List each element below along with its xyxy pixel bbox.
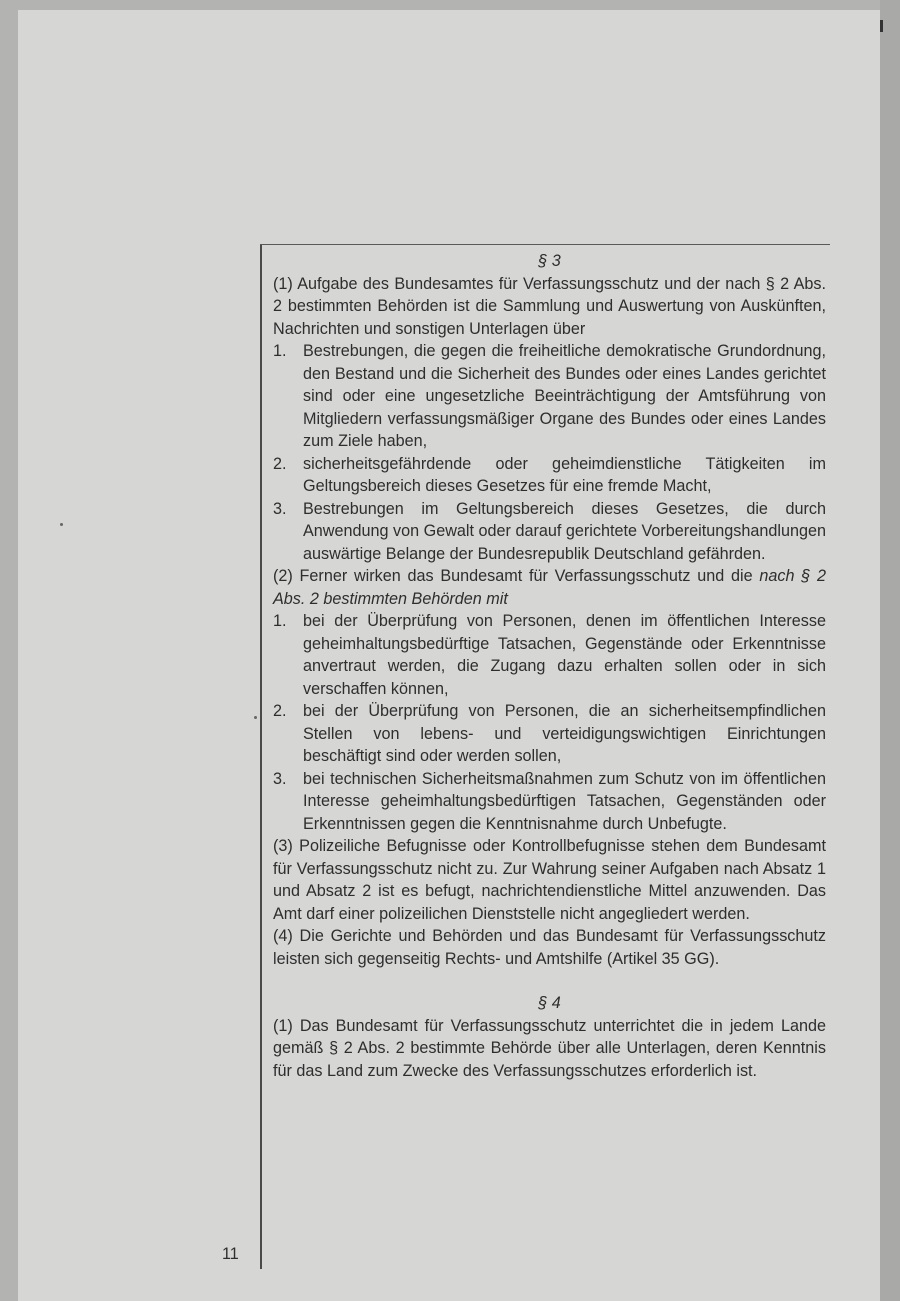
section-heading: § 4 — [538, 994, 561, 1012]
margin-rule — [260, 244, 262, 1269]
list-item — [273, 610, 826, 700]
list-paragraph-2 — [273, 610, 826, 835]
list-item — [273, 453, 826, 498]
item-number: 3. — [273, 499, 287, 518]
section-heading: § 3 — [538, 252, 561, 270]
list-item — [273, 700, 826, 768]
item-number: 1. — [273, 612, 287, 630]
item-number: 1. — [273, 342, 287, 360]
paragraph-4: (4) Die Gerichte und Behörden und das Bundesamt für Verfassungsschutz leisten sich gegenseitig Rechts- und Amtshilfe (Artikel 35 GG). — [273, 927, 826, 968]
page-number: 11 — [222, 1245, 239, 1263]
paragraph-2-tail: nach § 2 Abs. 2 bestimmten Behörden mit — [273, 567, 827, 608]
paragraph-1: (1) Das Bundesamt für Verfassungsschutz unterrichtet die in jedem Lande gemäß § 2 Abs. 2 bestimmte Behörde über alle Unterlagen, deren Kenntnis für das Land zum Zwecke des Verfassungsschutzes erforderlich ist. — [273, 1016, 826, 1080]
paragraph-2-text: (2) Ferner wirken das Bundesamt für Verfassungsschutz und die — [273, 567, 753, 585]
item-text: bei der Überprüfung von Personen, denen im öffentlichen Interesse geheimhaltungsbedürftige Tatsachen, Gegenstände oder Erkenntnisse anvertraut werden, die Zugang dazu erhalten sollen oder in sich verschaffen können, — [303, 612, 826, 698]
item-text: sicherheitsgefährdende oder geheimdienstliche Tätigkeiten im Geltungsbereich dieses Gesetzes für eine fremde Macht, — [303, 454, 826, 495]
list-item — [273, 340, 826, 453]
item-text: Bestrebungen im Geltungsbereich dieses Gesetzes, die durch Anwendung von Gewalt oder darauf gerichtete Vorbereitungshandlungen auswärtige Belange der Bundesrepublik Deutschland gefährden. — [303, 499, 826, 563]
scan-speck — [254, 716, 257, 719]
paragraph-2 — [273, 565, 826, 610]
item-text: bei technischen Sicherheitsmaßnahmen zum Schutz von im öffentlichen Interesse geheimhaltungsbedürftigen Tatsachen, Gegenständen oder Erkenntnissen gegen die Kenntnisnahme durch Unbefugte. — [303, 769, 826, 833]
scan-edge — [880, 0, 900, 1301]
scan-mark — [880, 20, 883, 32]
law-text — [273, 250, 826, 1082]
item-text: Bestrebungen, die gegen die freiheitliche demokratische Grundordnung, den Bestand und die Sicherheit des Bundes oder eines Landes gerichtet sind oder eine ungesetzliche Beeinträchtigung der Amtsführung von Mitgliedern verfassungsmäßiger Organe des Bundes oder eines Landes zum Ziele haben, — [303, 342, 826, 450]
item-number: 3. — [273, 769, 287, 788]
scan-speck — [60, 523, 63, 526]
item-number: 2. — [273, 454, 287, 473]
item-text: bei der Überprüfung von Personen, die an sicherheitsempfindlichen Stellen von lebens- und verteidigungswichtigen Einrichtungen beschäftigt sind oder werden sollen, — [303, 702, 826, 765]
item-number: 2. — [273, 702, 287, 720]
list-item — [273, 498, 826, 566]
paragraph-3: (3) Polizeiliche Befugnisse oder Kontrollbefugnisse stehen dem Bundesamt für Verfassungsschutz nicht zu. Zur Wahrung seiner Aufgaben nach Absatz 1 und Absatz 2 ist es befugt, nachrichtendienstliche Mittel anzuwenden. Das Amt darf einer polizeilichen Dienststelle nicht angegliedert werden. — [273, 837, 826, 923]
top-rule — [260, 244, 830, 245]
paragraph-1: (1) Aufgabe des Bundesamtes für Verfassungsschutz und der nach § 2 Abs. 2 bestimmten Behörden ist die Sammlung und Auswertung von Auskünften, Nachrichten und sonstigen Unterlagen über — [273, 274, 826, 338]
list-paragraph-1 — [273, 340, 826, 565]
list-item — [273, 768, 826, 836]
